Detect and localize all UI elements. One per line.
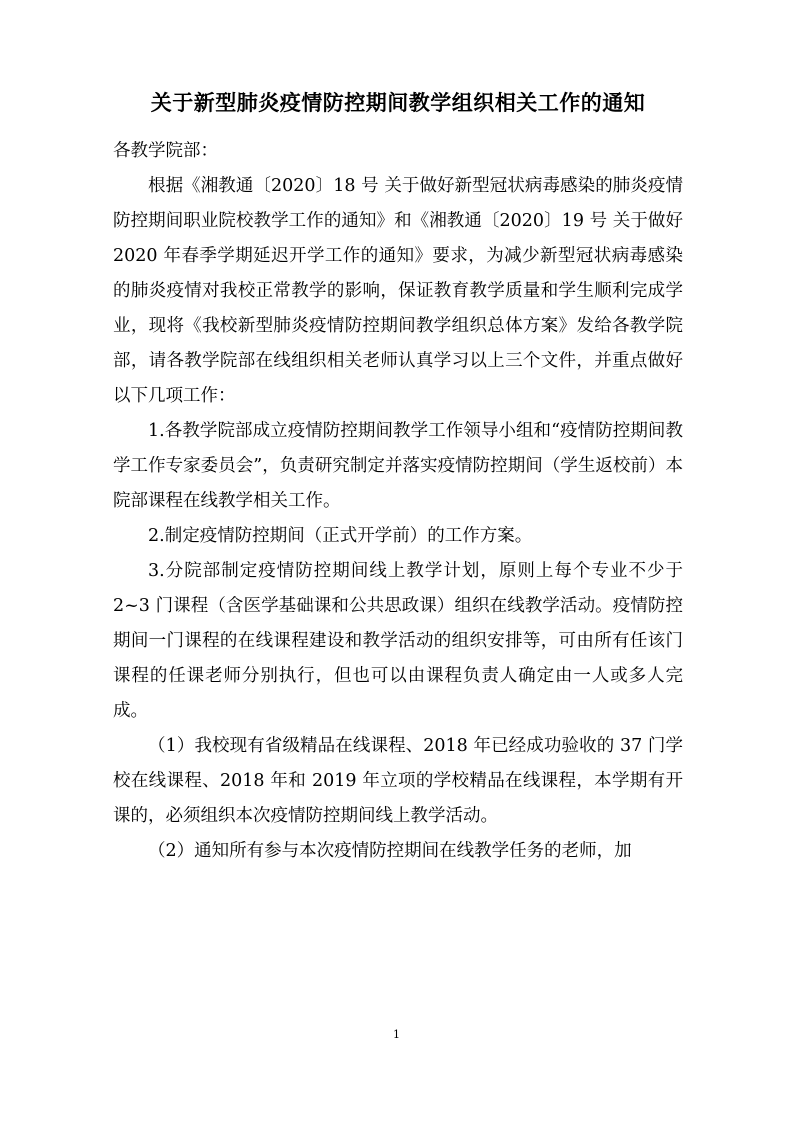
paragraph-5: （1）我校现有省级精品在线课程、2018 年已经成功验收的 37 门学校在线课程、2018 年和 2019 年立项的学校精品在线课程，本学期有开课的，必须组织本次疫情防控期间线上教学活动。: [113, 735, 683, 826]
paragraph-2: 1.各教学院部成立疫情防控期间教学工作领导小组和“疫情防控期间教学工作专家委员会”，负责研究制定并落实疫情防控期间（学生返校前）本院部课程在线教学相关工作。: [113, 420, 683, 511]
salutation: 各教学院部：: [113, 140, 218, 161]
paragraph-3: 2.制定疫情防控期间（正式开学前）的工作方案。: [148, 525, 533, 546]
document-content: [113, 88, 683, 869]
page-number: 1: [393, 1028, 400, 1041]
paragraph-6: （2）通知所有参与本次疫情防控期间在线教学任务的老师，加: [148, 840, 632, 861]
paragraph-4: 3.分院部制定疫情防控期间线上教学计划，原则上每个专业不少于 2~3 门课程（含医学基础课和公共思政课）组织在线教学活动。疫情防控期间一门课程的在线课程建设和教学活动的组织安排等，可由所有任该门课程的任课老师分别执行，但也可以由课程负责人确定由一人或多人完成。: [113, 560, 683, 721]
paragraph-1: 根据《湘教通〔2020〕18 号 关于做好新型冠状病毒感染的肺炎疫情防控期间职业院校教学工作的通知》和《湘教通〔2020〕19 号 关于做好 2020 年春季学期延迟开学工作的通知》要求，为减少新型冠状病毒感染的肺炎疫情对我校正常教学的影响，保证教育教学质量和学生顺利完成学业，现将《我校新型肺炎疫情防控期间教学组织总体方案》发给各教学院部，请各教学院部在线组织相关老师认真学习以上三个文件，并重点做好以下几项工作：: [113, 175, 683, 406]
page-title: 关于新型肺炎疫情防控期间教学组织相关工作的通知: [150, 91, 646, 115]
